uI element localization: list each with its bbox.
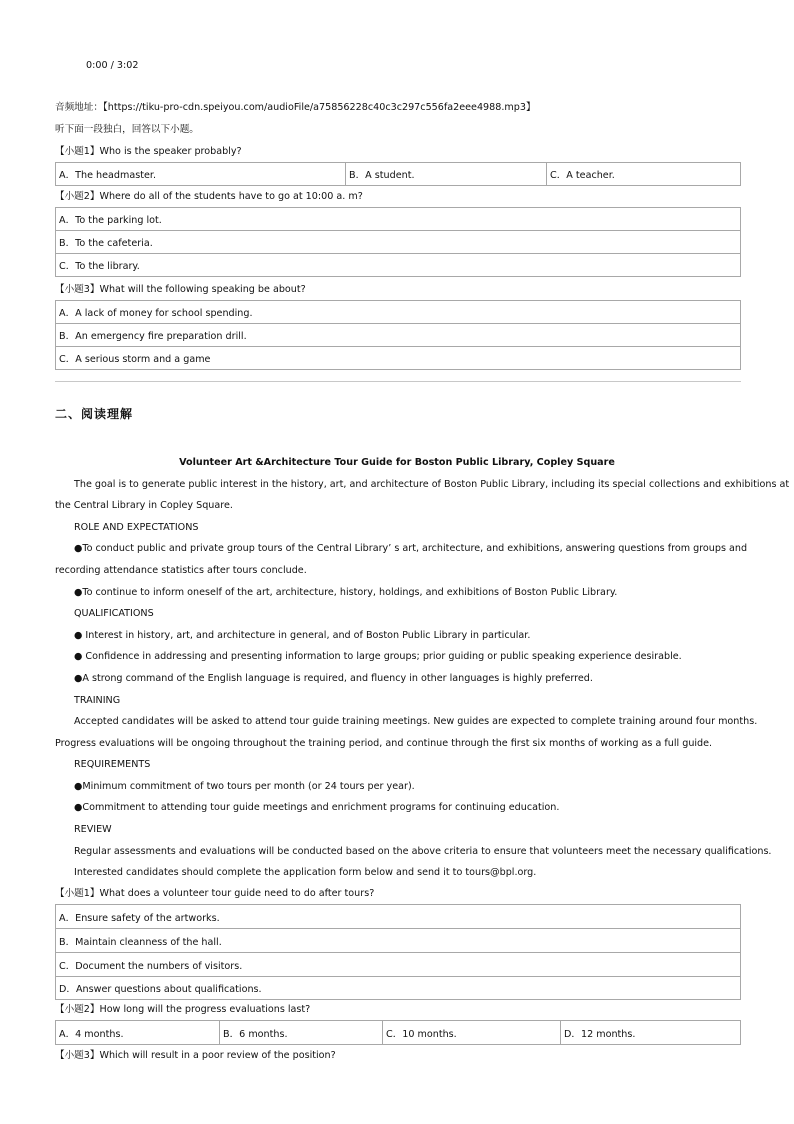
- training-line1: Accepted candidates will be asked to attend tour guide training meetings. New guides are expected to complete training around four months.: [74, 716, 758, 727]
- role-bullet-2: ●To continue to inform oneself of the art, architecture, history, holdings, and exhibitions of Boston Public Library.: [74, 587, 618, 598]
- listening-q2-stem: 【小题2】Where do all of the students have to go at 10:00 a. m?: [55, 191, 363, 202]
- section-divider: [55, 381, 741, 382]
- reading-q2-stem: 【小题2】How long will the progress evaluations last?: [55, 1004, 311, 1015]
- listening-q1-stem: 【小题1】Who is the speaker probably?: [55, 146, 242, 157]
- listening-instruction: 听下面一段独白，回答以下小题。: [55, 124, 199, 135]
- article-goal-line1: The goal is to generate public interest in the history, art, and architecture of Boston Public Library, including its special collections and exhibitions at: [74, 479, 790, 490]
- option-b[interactable]: B．An emergency fire preparation drill.: [56, 324, 740, 347]
- reading-q3-stem: 【小题3】Which will result in a poor review of the position?: [55, 1050, 336, 1061]
- qualification-bullet-3: ●A strong command of the English language is required, and fluency in other languages is highly preferred.: [74, 673, 593, 684]
- requirement-bullet-1: ●Minimum commitment of two tours per month (or 24 tours per year).: [74, 781, 415, 792]
- option-c[interactable]: C．A teacher.: [546, 163, 740, 185]
- option-a[interactable]: A．The headmaster.: [59, 170, 157, 181]
- option-a[interactable]: A．To the parking lot.: [56, 208, 740, 231]
- section-title: 二、阅读理解: [55, 407, 134, 421]
- role-heading: ROLE AND EXPECTATIONS: [74, 522, 199, 533]
- option-b[interactable]: B．Maintain cleanness of the hall.: [56, 929, 740, 953]
- option-c[interactable]: C．Document the numbers of visitors.: [56, 953, 740, 977]
- requirements-heading: REQUIREMENTS: [74, 759, 151, 770]
- apply-line: Interested candidates should complete the application form below and send it to tours@bpl.org.: [74, 867, 537, 878]
- option-c[interactable]: C．10 months.: [382, 1021, 560, 1044]
- listening-q2-options: [55, 207, 741, 277]
- option-a[interactable]: A．A lack of money for school spending.: [56, 301, 740, 324]
- training-heading: TRAINING: [74, 695, 121, 706]
- qualification-bullet-1: ● Interest in history, art, and architecture in general, and of Boston Public Library in particular.: [74, 630, 531, 641]
- option-d[interactable]: D．12 months.: [560, 1021, 740, 1044]
- training-line2: Progress evaluations will be ongoing throughout the training period, and continue through the first six months of working as a full guide.: [55, 738, 713, 749]
- qualification-bullet-2: ● Confidence in addressing and presenting information to large groups; prior guiding or public speaking experience desirable.: [74, 651, 682, 662]
- option-b[interactable]: B．A student.: [345, 163, 546, 185]
- option-d[interactable]: D．Answer questions about qualifications.: [56, 977, 740, 1000]
- listening-q3-options: [55, 300, 741, 370]
- listening-q1-options: [55, 162, 741, 186]
- qualifications-heading: QUALIFICATIONS: [74, 608, 154, 619]
- review-heading: REVIEW: [74, 824, 112, 835]
- reading-q1-options: [55, 904, 741, 1000]
- option-c[interactable]: C．To the library.: [56, 254, 740, 277]
- listening-q3-stem: 【小题3】What will the following speaking be about?: [55, 284, 306, 295]
- option-b[interactable]: B．6 months.: [219, 1021, 382, 1044]
- option-a[interactable]: A．Ensure safety of the artworks.: [56, 905, 740, 929]
- article-title: Volunteer Art &Architecture Tour Guide for Boston Public Library, Copley Square: [179, 457, 615, 468]
- option-b[interactable]: B．To the cafeteria.: [56, 231, 740, 254]
- audio-player-time[interactable]: 0:00 / 3:02: [86, 60, 139, 71]
- review-line: Regular assessments and evaluations will be conducted based on the above criteria to ensure that volunteers meet the necessary qualifications.: [74, 846, 772, 857]
- option-c[interactable]: C．A serious storm and a game: [56, 347, 740, 370]
- reading-q1-stem: 【小题1】What does a volunteer tour guide need to do after tours?: [55, 888, 375, 899]
- audio-address[interactable]: 音频地址：【https://tiku-pro-cdn.speiyou.com/audioFile/a75856228c40c3c297c556fa2eee4988.mp3】: [55, 102, 536, 113]
- reading-q2-options: [55, 1020, 741, 1045]
- option-a[interactable]: A．4 months.: [59, 1028, 124, 1040]
- role-bullet-1-line2: recording attendance statistics after tours conclude.: [55, 565, 307, 576]
- article-goal-line2: the Central Library in Copley Square.: [55, 500, 233, 511]
- role-bullet-1-line1: ●To conduct public and private group tours of the Central Library’ s art, architecture, and exhibitions, answering questions from groups and: [74, 543, 748, 554]
- requirement-bullet-2: ●Commitment to attending tour guide meetings and enrichment programs for continuing education.: [74, 802, 560, 813]
